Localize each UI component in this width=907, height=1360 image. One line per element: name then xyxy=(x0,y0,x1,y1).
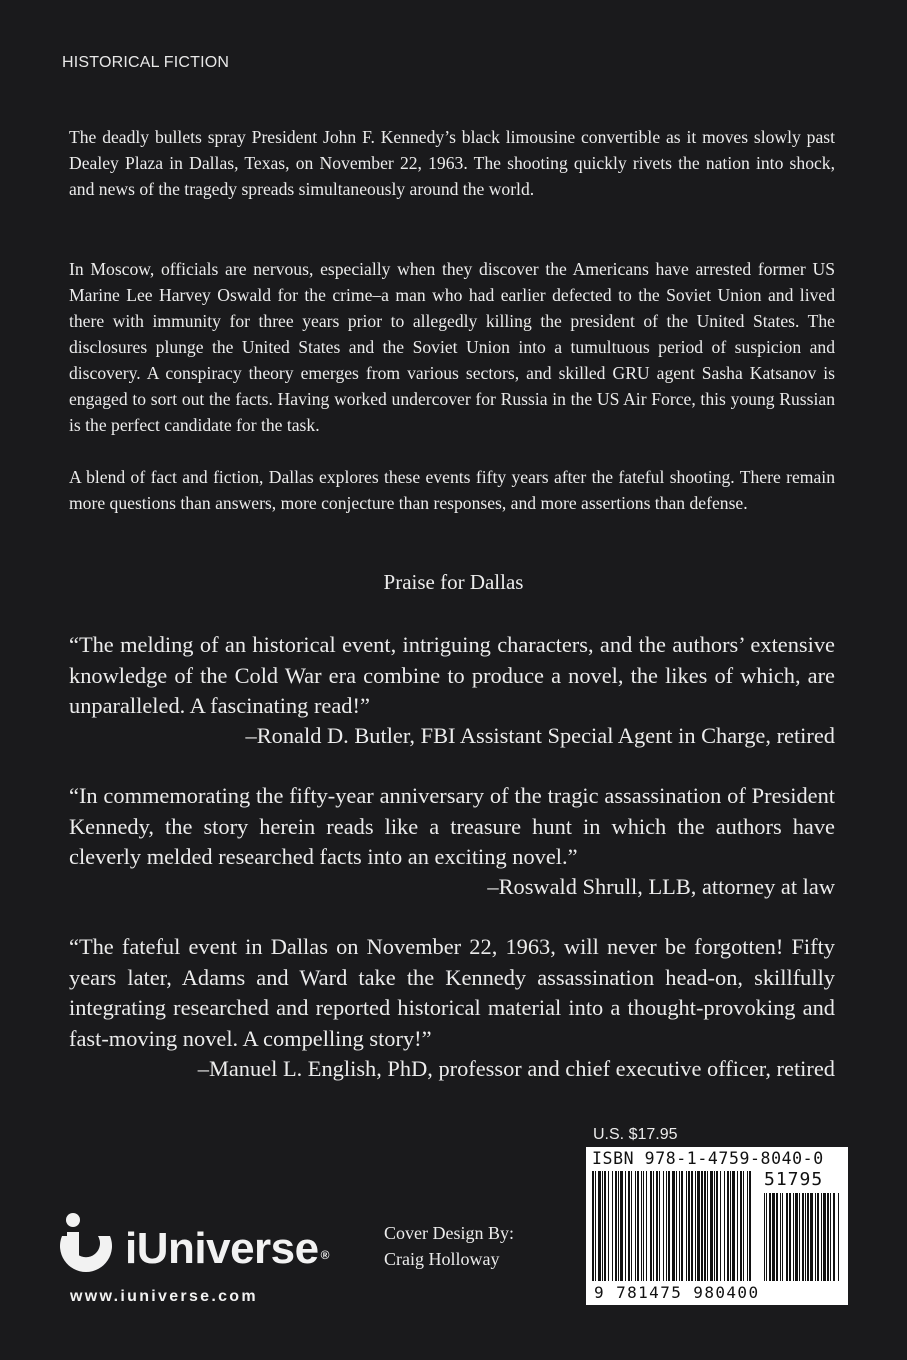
addon-bar xyxy=(766,1193,767,1281)
barcode-bar xyxy=(672,1171,675,1281)
addon-bar xyxy=(810,1193,813,1281)
barcode-bar xyxy=(686,1171,687,1281)
barcode-bar xyxy=(635,1171,636,1281)
barcode-bar xyxy=(681,1171,683,1281)
barcode-bar xyxy=(641,1171,642,1281)
barcode-price-code: 51795 xyxy=(764,1169,824,1190)
barcode-bar xyxy=(631,1171,632,1281)
praise-attribution-3: –Manuel L. English, PhD, professor and chief executive officer, retired xyxy=(197,1056,835,1081)
barcode-bar xyxy=(691,1171,693,1281)
barcode-bar xyxy=(732,1171,735,1281)
barcode-bar xyxy=(628,1171,630,1281)
barcode-bar xyxy=(716,1171,718,1281)
barcode-bar xyxy=(714,1171,715,1281)
praise-heading: Praise for Dallas xyxy=(383,570,524,594)
barcode-bar xyxy=(608,1171,609,1281)
blurb-paragraph-3: A blend of fact and fiction, Dallas explores these events fifty years after the fateful shooting. There remain more questions than answers, more conjecture than responses, and more assertions than defense. xyxy=(69,467,835,513)
addon-bar xyxy=(830,1193,831,1281)
ean-digits: 9 781475 980400 xyxy=(594,1283,760,1302)
barcode-bar xyxy=(618,1171,619,1281)
barcode-bar xyxy=(650,1171,652,1281)
blurb-paragraph-1: The deadly bullets spray President John F. Kennedy’s black limousine convertible as it moves slowly past Dealey Plaza in Dallas, Texas, on November 22, 1963. The shooting quickly rivets the nation into shock, and news of the tragedy spreads simultaneously around the world. xyxy=(69,127,835,199)
addon-bar xyxy=(789,1193,791,1281)
addon-bar xyxy=(786,1193,788,1281)
addon-bar xyxy=(838,1193,839,1281)
addon-bar xyxy=(776,1193,778,1281)
trademark-mark: ® xyxy=(320,1248,329,1262)
addon-bar xyxy=(764,1193,765,1281)
barcode-bar xyxy=(743,1171,744,1281)
addon-bar xyxy=(815,1193,816,1281)
iuniverse-logo-icon xyxy=(54,1210,122,1282)
barcode-bar xyxy=(643,1171,644,1281)
publisher-logo-block xyxy=(54,1210,344,1310)
barcode-bar xyxy=(710,1171,713,1281)
barcode-bar xyxy=(598,1171,601,1281)
barcode-bar xyxy=(701,1171,703,1281)
barcode-bar xyxy=(604,1171,606,1281)
addon-bar xyxy=(833,1193,835,1281)
publisher-url: www.iuniverse.com xyxy=(70,1288,258,1305)
addon-bar xyxy=(827,1193,829,1281)
praise-attribution-1: –Ronald D. Butler, FBI Assistant Special Agent in Charge, retired xyxy=(245,723,835,748)
genre-label: HISTORICAL FICTION xyxy=(62,54,230,71)
barcode-bar xyxy=(697,1171,700,1281)
barcode-bar xyxy=(724,1171,725,1281)
barcode-bar xyxy=(666,1171,667,1281)
addon-bar xyxy=(805,1193,806,1281)
price-label: U.S. $17.95 xyxy=(593,1126,678,1143)
addon-bar xyxy=(782,1193,783,1281)
barcode-bar xyxy=(737,1171,738,1281)
isbn-barcode xyxy=(586,1147,848,1305)
praise-attribution-2: –Roswald Shrull, LLB, attorney at law xyxy=(487,874,835,899)
barcode-bar xyxy=(727,1171,729,1281)
addon-bar xyxy=(799,1193,800,1281)
barcode-bar xyxy=(656,1171,658,1281)
addon-bar xyxy=(817,1193,819,1281)
publisher-name-text: iUniverse xyxy=(125,1224,319,1273)
addon-bar xyxy=(821,1193,822,1281)
blurb-paragraph-2: In Moscow, officials are nervous, especially when they discover the Americans have arrested former US Marine Lee Harvey Oswald for the crime–a man who had earlier defected to the Soviet Union and lived there with immunity for three years prior to allegedly killing the president of the United States. The disclosures plunge the United States and the Soviet Union into a tumultuous period of suspicion and discovery. A conspiracy theory emerges from various sectors, and skilled GRU agent Sasha Katsanov is engaged to sort out the facts. Having worked undercover for Russia in the US Air Force, this young Russian is the perfect candidate for the task. xyxy=(69,259,835,435)
cover-credit-label: Cover Design By: xyxy=(384,1223,514,1243)
barcode-bar xyxy=(730,1171,731,1281)
praise-quote-3: “The fateful event in Dallas on November 22, 1963, will never be forgotten! Fifty years later, Adams and Ward take the Kennedy assassination head-on, skillfully integrating researched and reported historical material into a thought-provoking and fast-moving novel. A compelling story!” xyxy=(69,934,835,1051)
barcode-bar xyxy=(707,1171,708,1281)
barcode-bar xyxy=(747,1171,748,1281)
barcode-bar xyxy=(637,1171,639,1281)
cover-designer-name: Craig Holloway xyxy=(384,1249,500,1269)
barcode-bar xyxy=(615,1171,617,1281)
barcode-bar xyxy=(676,1171,677,1281)
cover-credit xyxy=(384,1220,514,1272)
isbn-number: ISBN 978-1-4759-8040-0 xyxy=(592,1149,824,1168)
barcode-bar xyxy=(620,1171,623,1281)
barcode-bar xyxy=(653,1171,654,1281)
addon-bar xyxy=(802,1193,804,1281)
barcode-bar xyxy=(592,1171,594,1281)
barcode-bar xyxy=(625,1171,626,1281)
barcode-bar xyxy=(612,1171,613,1281)
barcode-bar xyxy=(704,1171,706,1281)
addon-bar xyxy=(823,1193,826,1281)
barcode-bar xyxy=(663,1171,664,1281)
addon-bar xyxy=(795,1193,798,1281)
addon-bar xyxy=(769,1193,771,1281)
barcode-bar xyxy=(595,1171,596,1281)
barcode-bar xyxy=(720,1171,721,1281)
addon-bar xyxy=(772,1193,775,1281)
addon-bar xyxy=(793,1193,794,1281)
barcode-bar xyxy=(749,1171,751,1281)
barcode-bar xyxy=(688,1171,690,1281)
barcode-bar xyxy=(695,1171,696,1281)
barcode-bar xyxy=(602,1171,603,1281)
addon-bar xyxy=(780,1193,781,1281)
barcode-bar xyxy=(646,1171,647,1281)
publisher-name xyxy=(125,1224,329,1274)
praise-quote-2: “In commemorating the fifty-year anniversary of the tragic assassination of President Kennedy, the story herein reads like a treasure hunt in which the authors have cleverly melded researched facts into an exciting novel.” xyxy=(69,783,835,869)
addon-bar xyxy=(807,1193,809,1281)
barcode-bar xyxy=(668,1171,670,1281)
barcode-bar xyxy=(679,1171,680,1281)
barcode-bar xyxy=(659,1171,660,1281)
barcode-bar xyxy=(740,1171,742,1281)
praise-quote-1: “The melding of an historical event, intriguing characters, and the authors’ extensive knowledge of the Cold War era combine to produce a novel, the likes of which, are unparalleled. A fascinating read!” xyxy=(69,632,835,718)
